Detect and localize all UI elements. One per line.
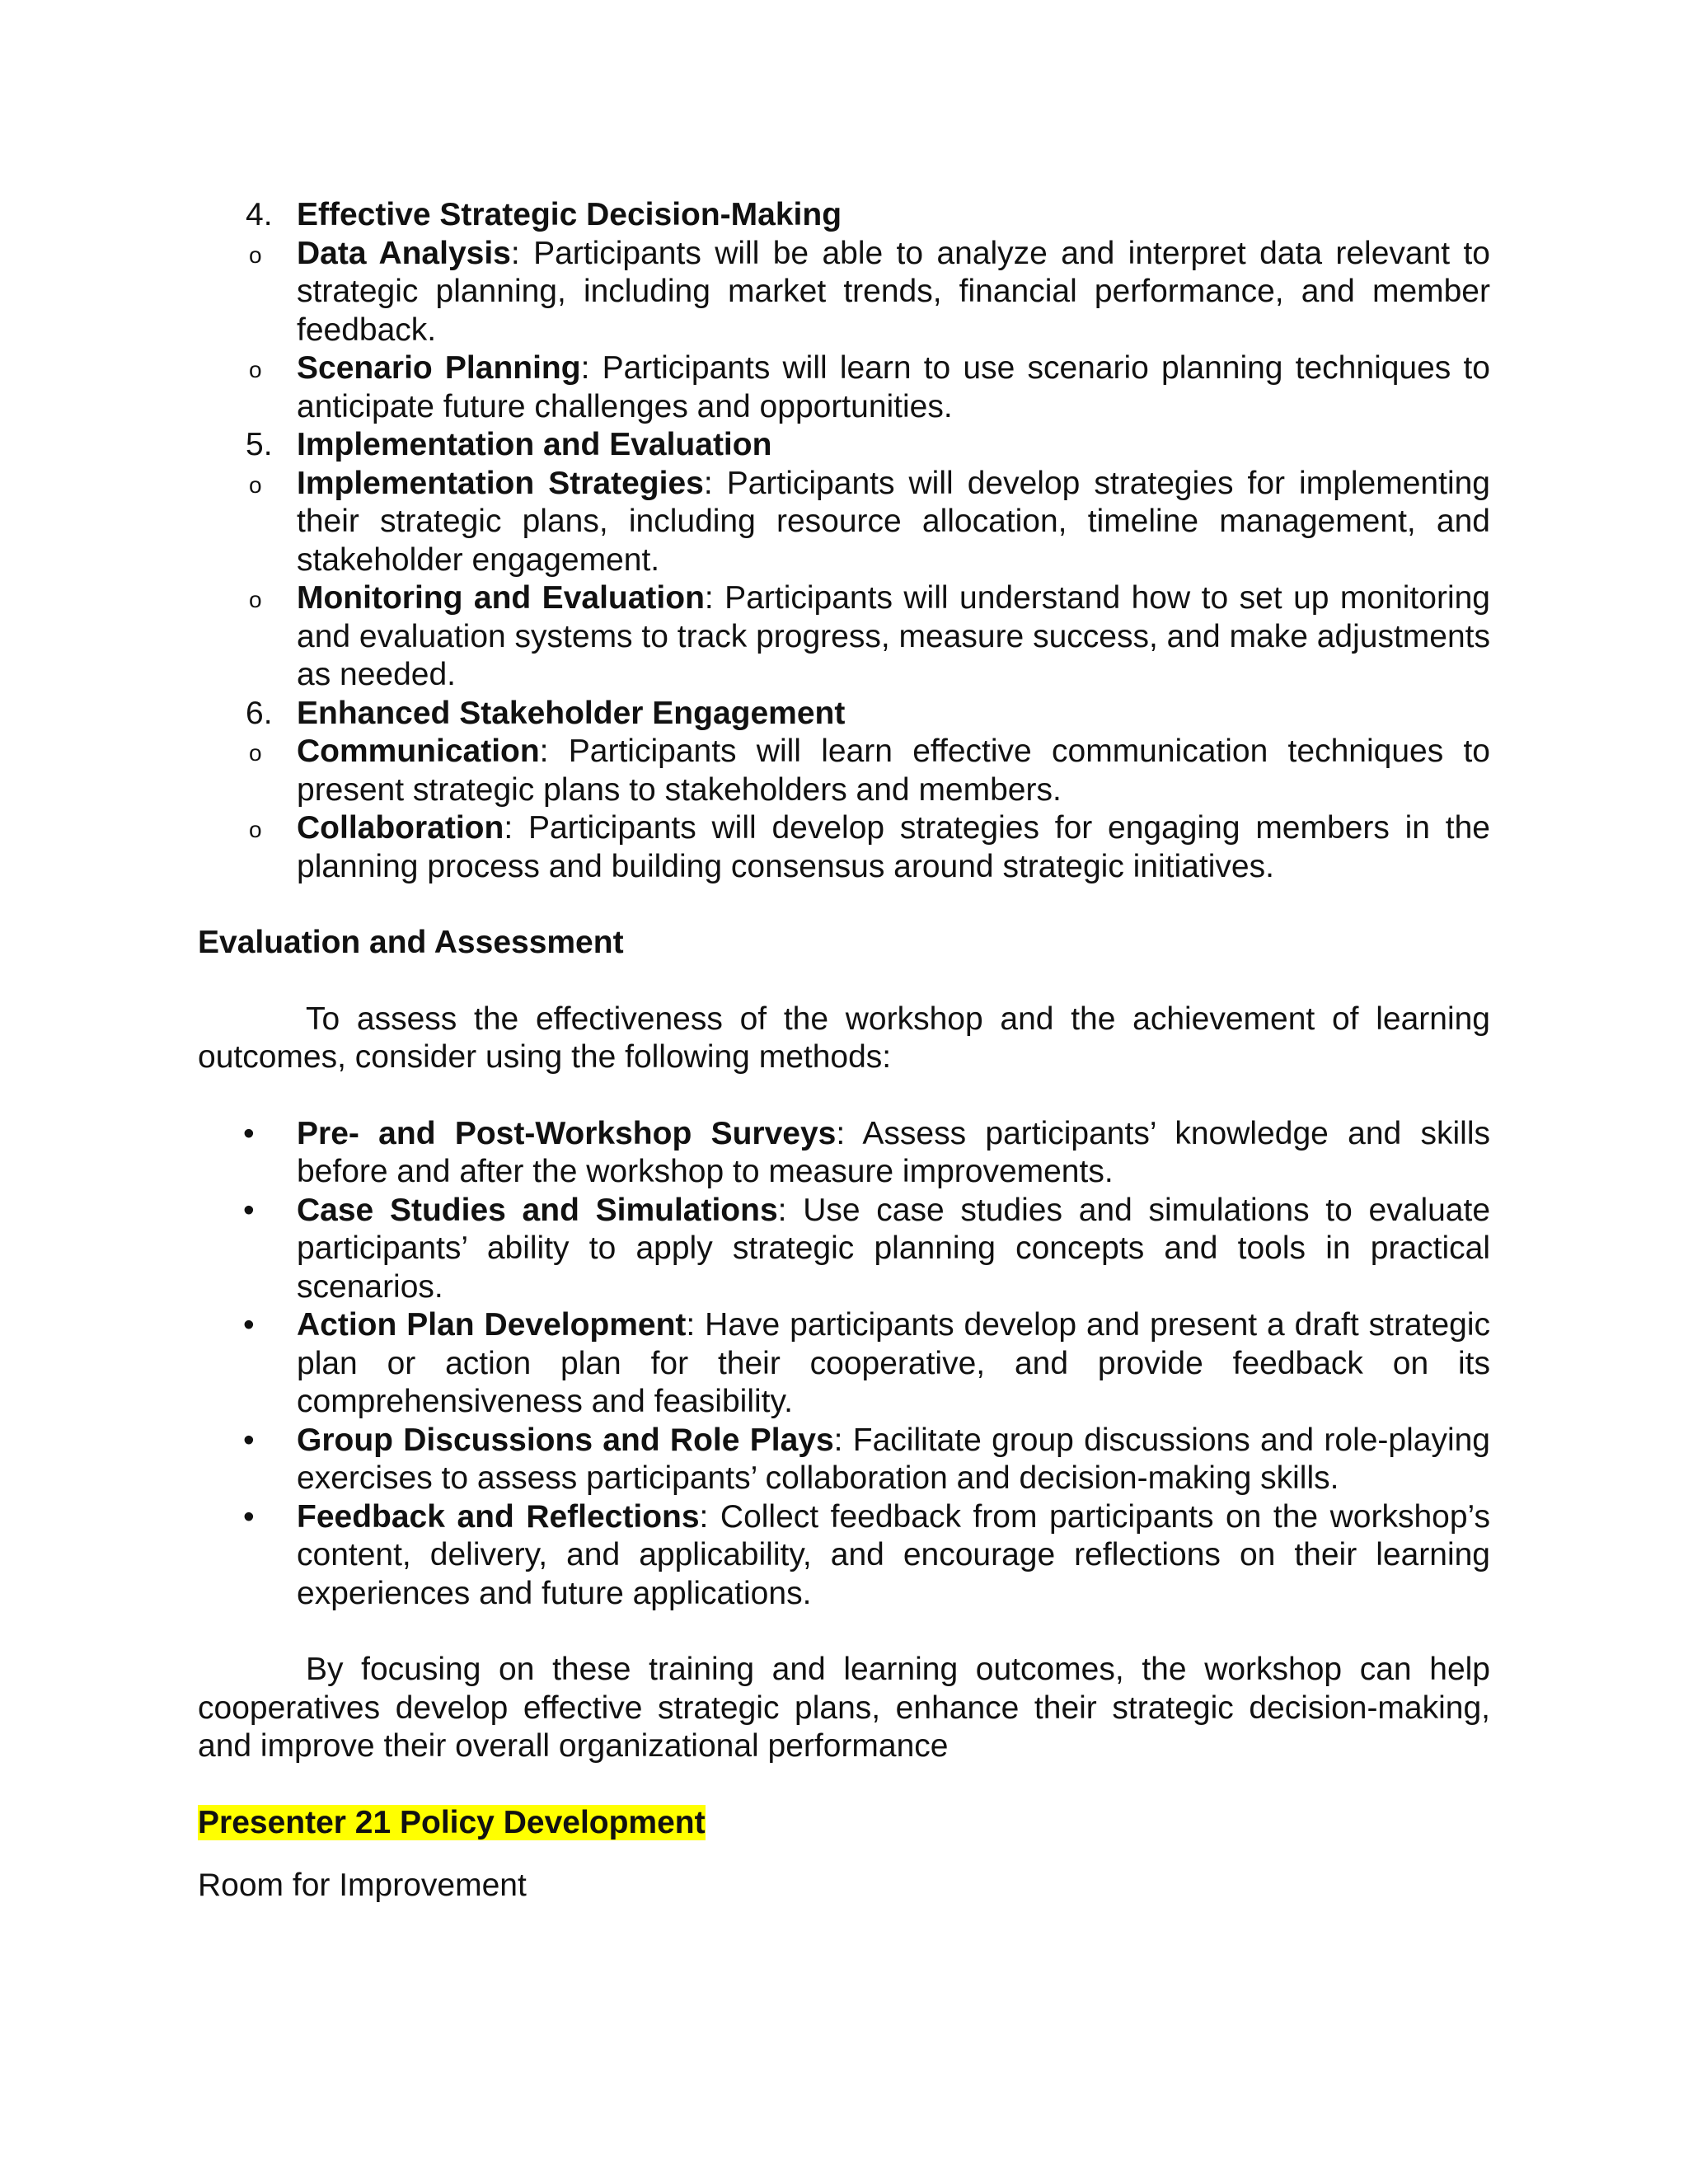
sub-item-text: : Participants will develop strategies for engaging members in the planning process and building consensus around strategic initiatives.: [297, 810, 1490, 884]
outcome-sublist: [198, 733, 1490, 886]
conclusion-paragraph: By focusing on these training and learning outcomes, the workshop can help cooperatives develop effective strategic plans, enhance their strategic decision-making, and improve their overall organizational performance: [198, 1652, 1490, 1764]
circle-bullet-icon: o: [249, 471, 262, 498]
method-term: Group Discussions and Role Plays: [297, 1422, 834, 1458]
bullet-icon: •: [243, 1307, 255, 1343]
outcome-item: [198, 695, 1490, 733]
circle-bullet-icon: o: [249, 241, 262, 268]
sub-item-text: : Participants will develop strategies for implementing their strategic plans, including resource allocation, timeline management, and stakeholder engagement.: [297, 465, 1490, 578]
sub-list-item: [198, 465, 1490, 580]
outcome-sublist: [198, 235, 1490, 427]
method-text: : Collect feedback from participants on the workshop’s content, delivery, and applicability, and encourage reflections on their learning experiences and future applications.: [297, 1498, 1491, 1611]
bullet-icon: •: [243, 1115, 255, 1151]
method-item: [198, 1115, 1490, 1192]
sub-list-item: [198, 809, 1490, 886]
outcome-sublist: [198, 465, 1490, 695]
method-text: : Use case studies and simulations to evaluate participants’ ability to apply strategic planning concepts and tools in practical scenarios.: [297, 1192, 1491, 1305]
outcome-item: [198, 196, 1490, 235]
sub-list-item: [198, 579, 1490, 695]
circle-bullet-icon: o: [249, 357, 262, 382]
sub-item-term: Collaboration: [297, 810, 504, 846]
method-item: [198, 1306, 1490, 1422]
sub-item-term: Communication: [297, 733, 540, 769]
sub-item-term: Implementation Strategies: [297, 465, 704, 501]
circle-bullet-icon: o: [249, 817, 262, 842]
bullet-icon: •: [243, 1192, 255, 1228]
method-item: [198, 1192, 1490, 1307]
outcome-title: Effective Strategic Decision-Making: [297, 197, 842, 232]
sub-item-text: : Participants will learn to use scenario planning techniques to anticipate future challenges and opportunities.: [297, 350, 1490, 424]
sub-item-term: Scenario Planning: [297, 350, 581, 386]
method-term: Case Studies and Simulations: [297, 1192, 778, 1228]
section-heading: Evaluation and Assessment: [198, 925, 624, 960]
sub-item-term: Data Analysis: [297, 235, 511, 271]
presenter-heading: [198, 1804, 1490, 1843]
outcome-number: 6.: [246, 695, 273, 731]
methods-list: [198, 1115, 1490, 1614]
method-text: : Have participants develop and present a draft strategic plan or action plan for their cooperative, and provide feedback on its comprehensiveness and feasibility.: [297, 1307, 1490, 1419]
outcome-title: Enhanced Stakeholder Engagement: [297, 695, 846, 731]
sub-item-text: : Participants will be able to analyze and interpret data relevant to strategic planning, including market trends, financial performance, and member feedback.: [297, 235, 1491, 348]
sub-item-text: : Participants will understand how to set up monitoring and evaluation systems to track progress, measure success, and make adjustments as needed.: [297, 580, 1491, 692]
sub-list-item: [198, 235, 1490, 350]
bullet-icon: •: [243, 1498, 255, 1535]
method-term: Action Plan Development: [297, 1307, 687, 1343]
sub-list-item: [198, 733, 1490, 809]
highlighted-heading: Presenter 21 Policy Development: [198, 1804, 706, 1840]
outcome-item: [198, 426, 1490, 465]
circle-bullet-icon: o: [249, 740, 262, 766]
intro-paragraph: To assess the effectiveness of the workshop and the achievement of learning outcomes, consider using the following methods:: [198, 1001, 1490, 1075]
method-term: Feedback and Reflections: [297, 1498, 700, 1535]
method-text: : Assess participants’ knowledge and skills before and after the workshop to measure improvements.: [297, 1115, 1491, 1189]
presenter-note: Room for Improvement: [198, 1868, 527, 1903]
sub-item-term: Monitoring and Evaluation: [297, 580, 705, 616]
method-term: Pre- and Post-Workshop Surveys: [297, 1115, 837, 1151]
method-text: : Facilitate group discussions and role-playing exercises to assess participants’ collaboration and decision-making skills.: [297, 1422, 1490, 1496]
sub-list-item: [198, 349, 1490, 426]
sub-item-text: : Participants will learn effective communication techniques to present strategic plans to stakeholders and members.: [297, 733, 1490, 808]
outcome-number: 4.: [246, 197, 273, 232]
outcome-number: 5.: [246, 427, 273, 462]
method-item: [198, 1498, 1490, 1614]
outcome-title: Implementation and Evaluation: [297, 427, 772, 462]
document-page: [198, 196, 1490, 1905]
method-item: [198, 1422, 1490, 1498]
circle-bullet-icon: o: [249, 587, 262, 612]
bullet-icon: •: [243, 1422, 255, 1458]
